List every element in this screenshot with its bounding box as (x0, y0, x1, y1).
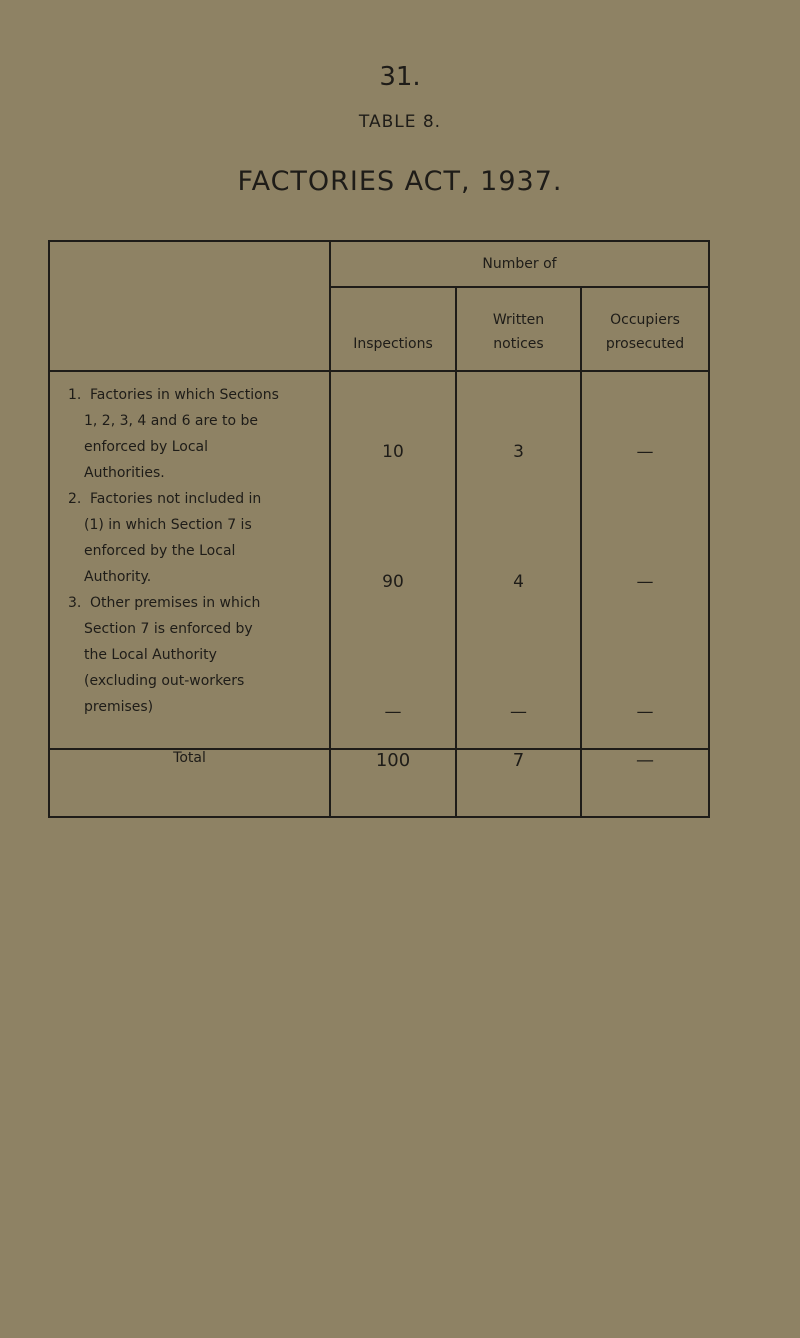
list-item (68, 590, 329, 720)
row-text: (1) in which Section 7 is (84, 517, 252, 533)
table-row (49, 371, 709, 749)
cell-value: — (636, 702, 654, 722)
column-header-prosecuted (581, 287, 709, 371)
cell-value: — (510, 702, 527, 722)
cell-value: 10 (382, 442, 404, 462)
row-text: Factories not included in (90, 491, 262, 507)
header-row-group (49, 241, 709, 287)
column-header-notices (456, 287, 581, 371)
row-text: Authorities. (84, 465, 165, 481)
total-notices: 7 (456, 749, 581, 817)
row-text: Authority. (84, 569, 152, 585)
list-item (68, 382, 329, 486)
inspections-values (330, 371, 456, 749)
row-number: 2. (68, 491, 82, 507)
row-text: the Local Authority (84, 647, 217, 663)
cell-value: — (636, 572, 654, 592)
header-blank-cell (49, 241, 330, 371)
column-header-line2: prosecuted (605, 336, 685, 352)
row-text: Other premises in which (90, 595, 261, 611)
group-header: Number of (330, 241, 709, 287)
page-number: 31. (379, 62, 421, 92)
table-label: TABLE 8. (358, 112, 442, 132)
cell-value: 90 (382, 572, 404, 592)
prosecuted-values (581, 371, 709, 749)
column-header-line2: notices (493, 336, 544, 352)
row-descriptions (49, 371, 330, 749)
column-header-inspections (330, 287, 456, 371)
column-header-line2: Inspections (353, 336, 433, 352)
row-text: Section 7 is enforced by (84, 621, 253, 637)
factories-table (48, 240, 710, 818)
cell-value: — (384, 702, 402, 722)
row-text: enforced by Local (84, 439, 208, 455)
column-header-line1: Written (492, 312, 545, 328)
total-row (49, 749, 709, 817)
row-number: 3. (68, 595, 82, 611)
row-text: (excluding out-workers (84, 673, 245, 689)
total-prosecuted: — (581, 749, 709, 817)
total-inspections: 100 (330, 749, 456, 817)
total-label: Total (49, 749, 330, 817)
cell-value: — (636, 442, 654, 462)
row-number: 1. (68, 387, 82, 403)
row-text: enforced by the Local (84, 543, 236, 559)
row-text: 1, 2, 3, 4 and 6 are to be (84, 413, 259, 429)
list-item (68, 486, 329, 590)
column-header-line1: Occupiers (610, 312, 680, 328)
row-text: Factories in which Sections (90, 387, 279, 403)
cell-value: 4 (513, 572, 524, 592)
notices-values (456, 371, 581, 749)
cell-value: 3 (513, 442, 524, 462)
row-text: premises) (84, 699, 154, 715)
page-title: FACTORIES ACT, 1937. (237, 166, 563, 197)
